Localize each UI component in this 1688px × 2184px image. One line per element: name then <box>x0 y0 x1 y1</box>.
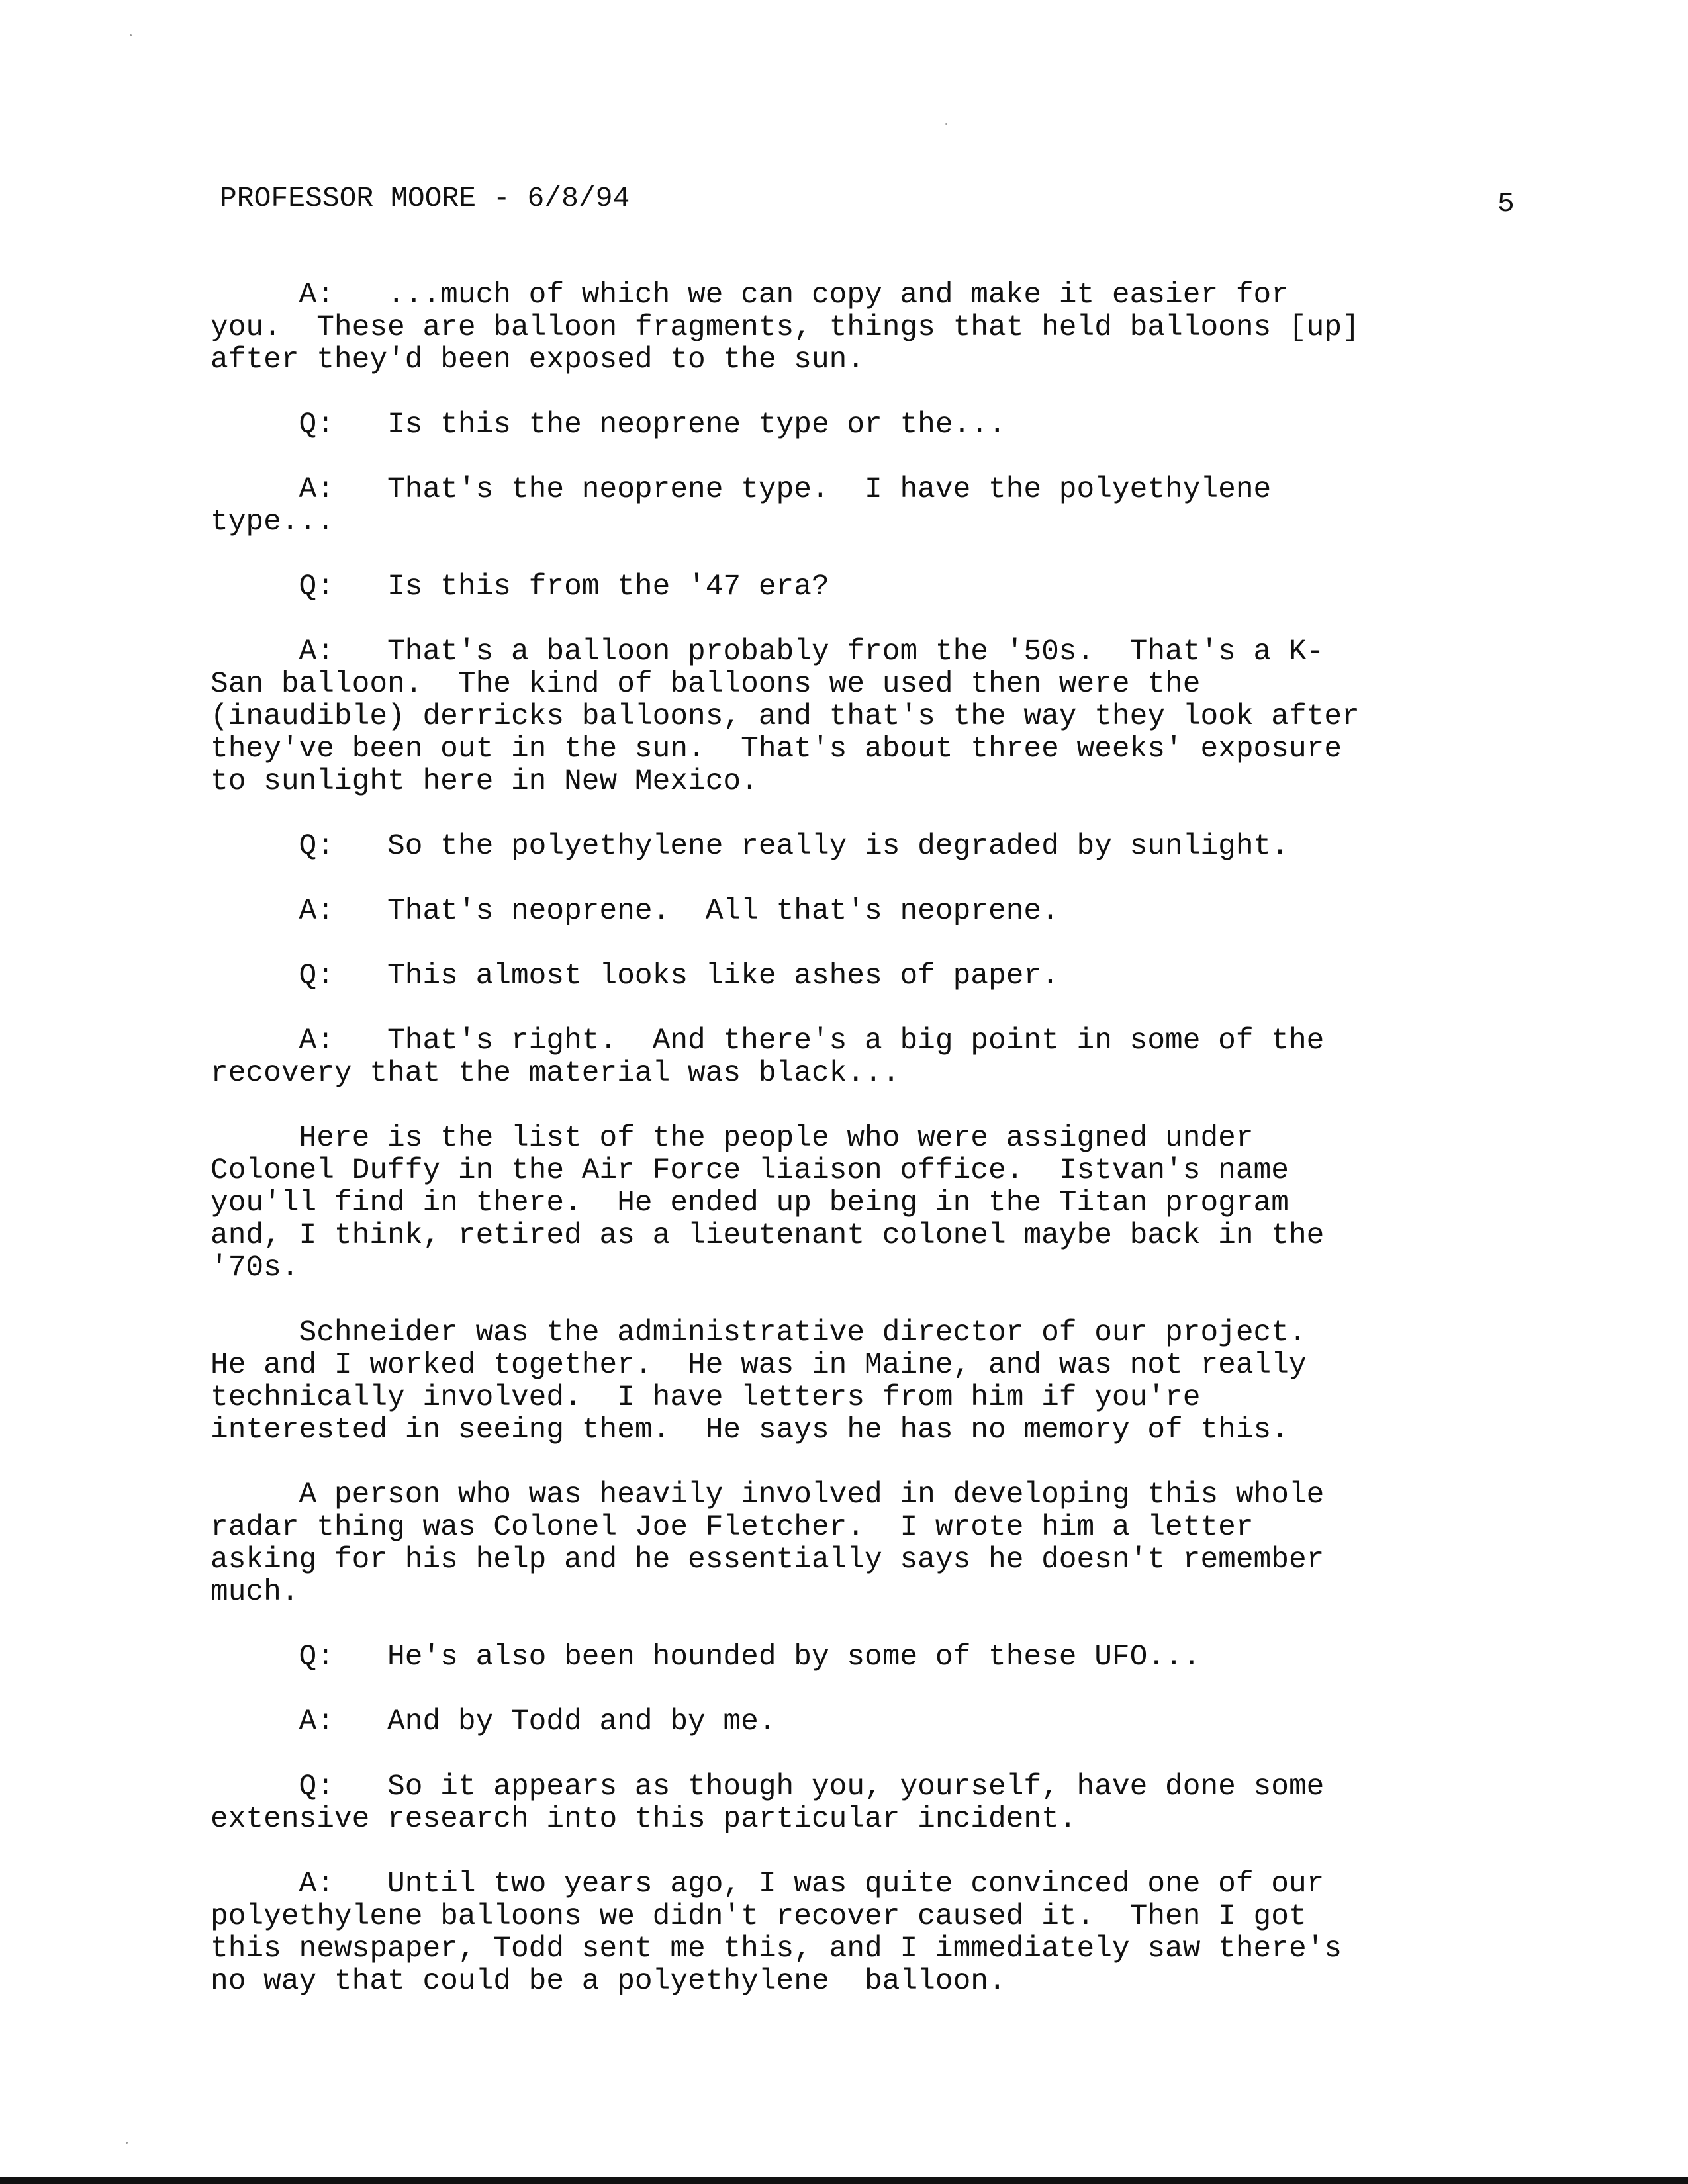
transcript-paragraph: A: ...much of which we can copy and make it easier for you. These are balloon fragments, things that held balloons [up] after they'd been exposed to the sun. <box>211 279 1360 377</box>
transcript-paragraph: Here is the list of the people who were assigned under Colonel Duffy in the Air Force liaison office. Istvan's name you'll find in there. He ended up being in the Titan program and, I think, retired as a lieutenant colonel maybe back in the '70s. <box>211 1122 1325 1285</box>
transcript-paragraph: A: And by Todd and by me. <box>211 1706 776 1739</box>
scan-bottom-edge <box>0 2177 1688 2184</box>
transcript-paragraph: A: Until two years ago, I was quite convinced one of our polyethylene balloons we didn't recover caused it. Then I got this newspaper, Todd sent me this, and I immediately saw there's no way that could be a polyethylene balloon. <box>211 1868 1342 1998</box>
scan-speck <box>130 34 132 36</box>
transcript-paragraph: Q: He's also been hounded by some of these UFO... <box>211 1641 1201 1674</box>
transcript-paragraph: Q: So the polyethylene really is degraded by sunlight. <box>211 830 1289 863</box>
transcript-paragraph: A person who was heavily involved in developing this whole radar thing was Colonel Joe Fletcher. I wrote him a letter asking for his help and he essentially says he doesn't remember much. <box>211 1479 1325 1609</box>
page-header-title: PROFESSOR MOORE - 6/8/94 <box>220 182 630 214</box>
scan-speck <box>945 123 947 125</box>
transcript-paragraph: Q: So it appears as though you, yourself, have done some extensive research into this particular incident. <box>211 1770 1325 1836</box>
transcript-paragraph: A: That's neoprene. All that's neoprene. <box>211 895 1059 928</box>
transcript-paragraph: Q: This almost looks like ashes of paper. <box>211 960 1059 993</box>
transcript-paragraph: Q: Is this the neoprene type or the... <box>211 408 1006 441</box>
transcript-paragraph: A: That's the neoprene type. I have the polyethylene type... <box>211 473 1272 539</box>
transcript-paragraph: A: That's right. And there's a big point in some of the recovery that the material was black... <box>211 1024 1325 1090</box>
page-number: 5 <box>1497 187 1515 220</box>
transcript-paragraph: A: That's a balloon probably from the '50s. That's a K- San balloon. The kind of balloons we used then were the (inaudible) derricks balloons, and that's the way they look after they've been out in the sun. That's about three weeks' exposure to sunlight here in New Mexico. <box>211 635 1360 798</box>
transcript-paragraph: Q: Is this from the '47 era? <box>211 570 829 604</box>
scan-speck <box>126 2142 128 2144</box>
transcript-body <box>211 279 1561 1998</box>
transcript-paragraph: Schneider was the administrative director of our project. He and I worked together. He was in Maine, and was not really technically involved. I have letters from him if you're interested in seeing them. He says he has no memory of this. <box>211 1316 1307 1447</box>
